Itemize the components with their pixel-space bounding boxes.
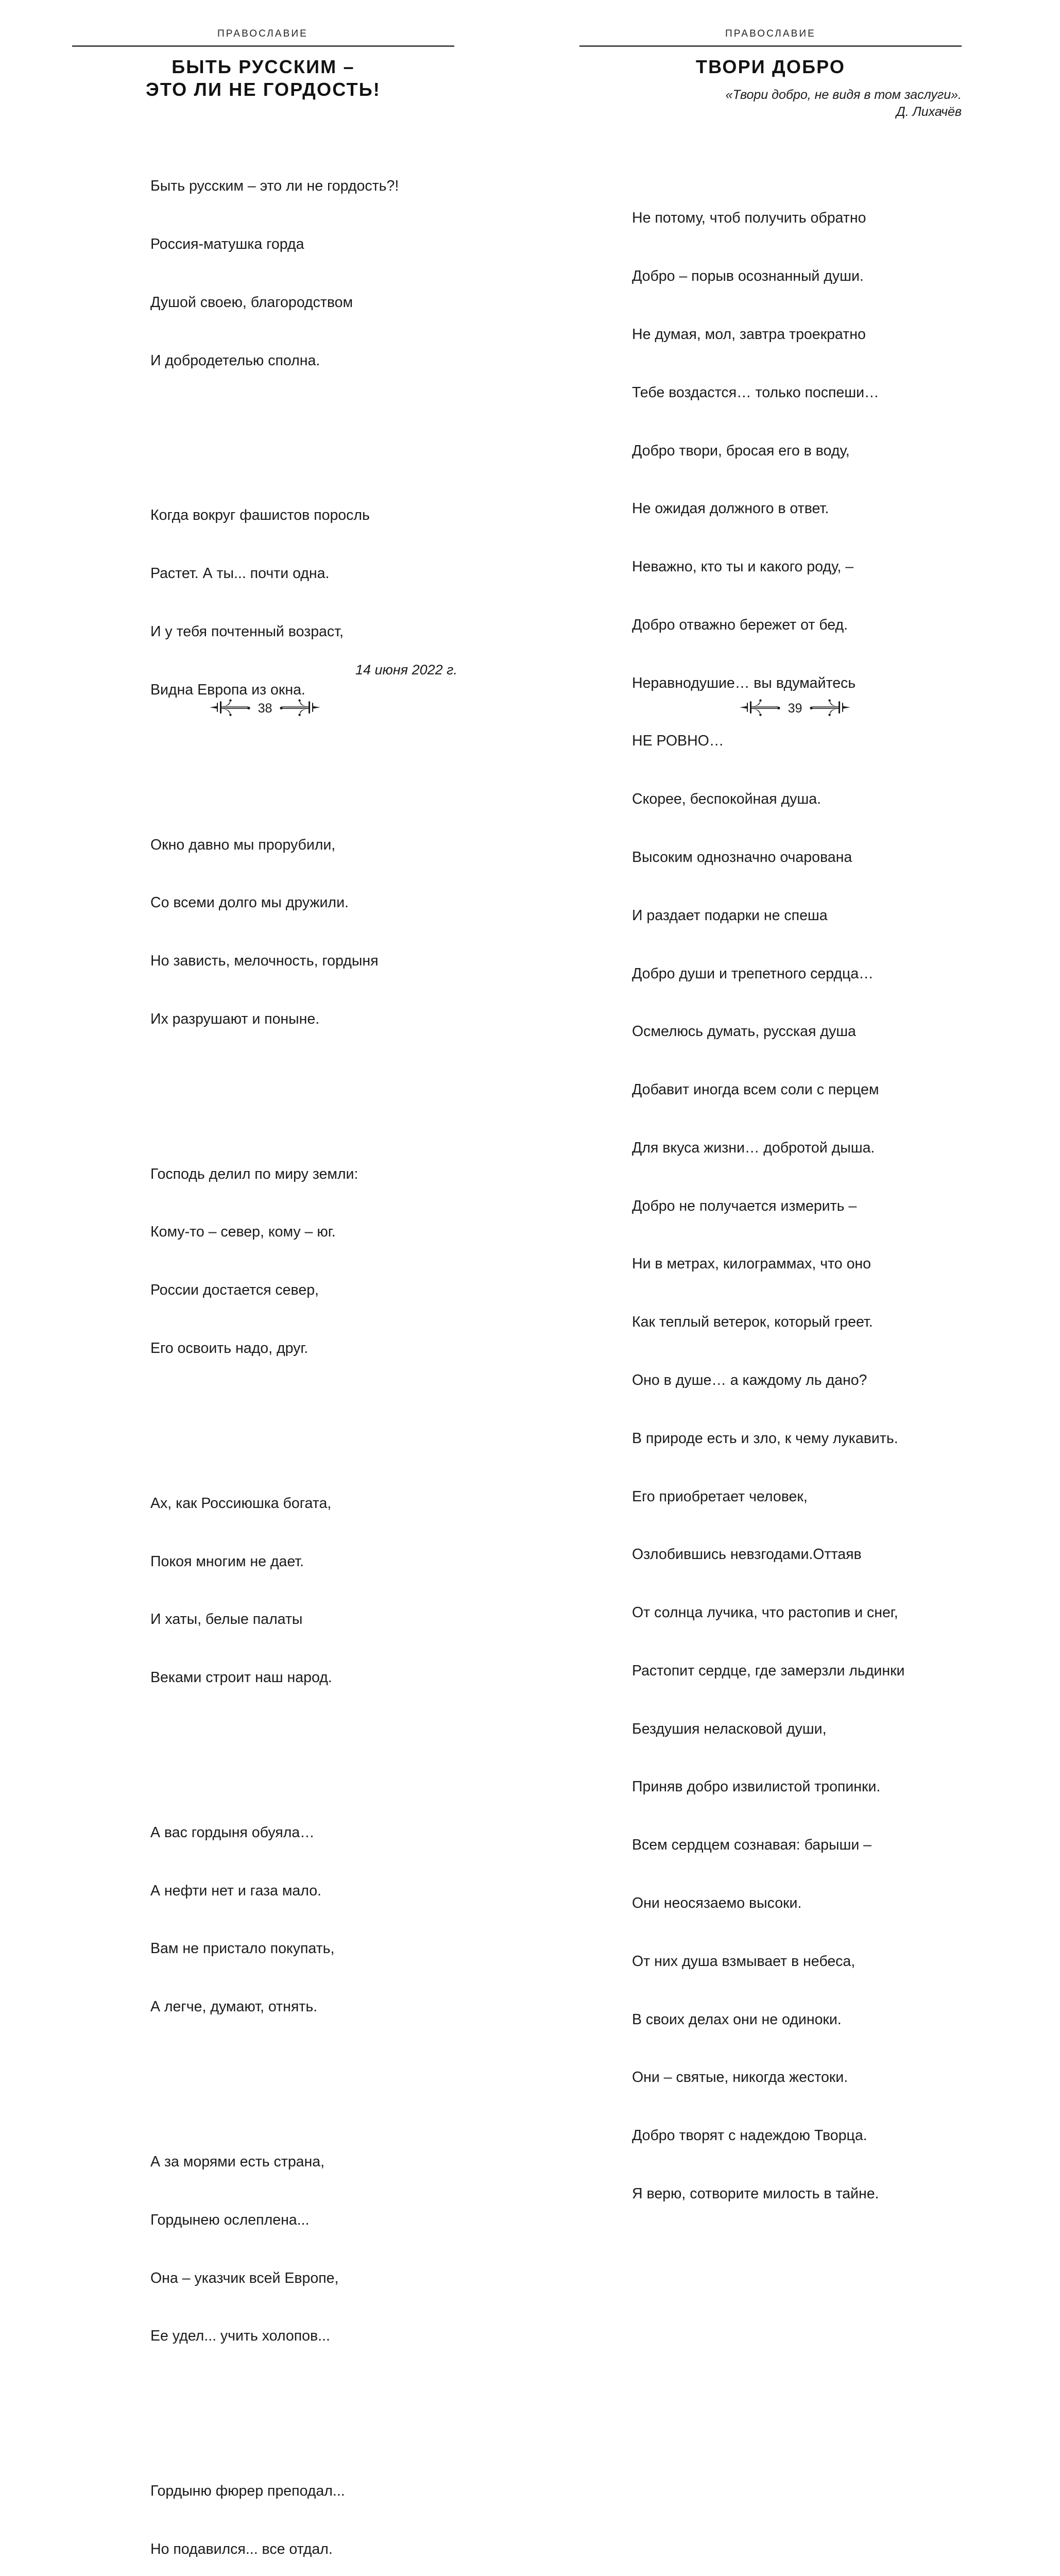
stanza	[150, 1785, 399, 2056]
poem-line: Добро души и трепетного сердца…	[632, 965, 874, 982]
poem-line: Скорее, беспокойная душа.	[632, 791, 822, 808]
poem-line: А нефти нет и газа мало.	[150, 1882, 321, 1899]
title-line: БЫТЬ РУССКИМ –	[172, 56, 355, 77]
page-number-right: 39	[788, 701, 802, 716]
epigraph	[579, 87, 962, 121]
poem-line: Бездушия неласковой души,	[632, 1720, 827, 1737]
poem-line: Добро твори, бросая его в воду,	[632, 442, 850, 459]
poem-line: Добро творят с надеждою Творца.	[632, 2127, 867, 2144]
page-title-right	[579, 56, 962, 78]
poem-line: Быть русским – это ли не гордость?!	[150, 178, 399, 195]
poem-line: В своих делах они не одиноки.	[632, 2011, 842, 2028]
title-line: ЭТО ЛИ НЕ ГОРДОСТЬ!	[146, 78, 381, 100]
poem-line: Высоким однозначно очарована	[632, 849, 852, 866]
poem-line: Ах, как Россиюшка богата,	[150, 1495, 332, 1512]
ornament-right-icon	[279, 697, 323, 720]
poem-line: Приняв добро извилистой тропинки.	[632, 1778, 881, 1795]
poem-line: И раздает подарки не спеша	[632, 907, 828, 924]
poem-line: Озлобившись невзгодами.Оттаяв	[632, 1546, 862, 1563]
poem-line: В природе есть и зло, к чему лукавить.	[632, 1430, 898, 1447]
poem-line: Кому-то – север, кому – юг.	[150, 1224, 336, 1241]
poem-line: Не потому, чтоб получить обратно	[632, 210, 866, 227]
poem-line: Окно давно мы прорубили,	[150, 836, 336, 853]
poem-line: А вас гордыня обуяла…	[150, 1824, 315, 1841]
epigraph-text: «Твори добро, не видя в том заслуги».	[725, 88, 962, 102]
header-rule-right	[579, 45, 962, 47]
poem-line: Оно в душе… а каждому ль дано?	[632, 1372, 867, 1388]
poem-line: А легче, думают, отнять.	[150, 1998, 318, 2015]
poem-line: Растопит сердце, где замерзли льдинки	[632, 1662, 905, 1679]
poem-line: Они – святые, никогда жестоки.	[632, 2069, 848, 2086]
poem-line: Не думая, мол, завтра троекратно	[632, 326, 866, 343]
poem-line: Добавит иногда всем соли с перцем	[632, 1081, 879, 1098]
poem-line: Добро не получается измерить –	[632, 1197, 857, 1214]
poem-line: Вам не пристало покупать,	[150, 1940, 335, 1957]
poem-line: Их разрушают и поныне.	[150, 1010, 320, 1027]
poem-line: Всем сердцем сознавая: барыши –	[632, 1837, 872, 1854]
poem-line: Видна Европа из окна.	[150, 681, 305, 698]
poem-line: Я верю, сотворите милость в тайне.	[632, 2185, 879, 2202]
stanza	[150, 2443, 399, 2576]
ornament-left-icon	[207, 697, 251, 720]
poem-line: Когда вокруг фашистов поросль	[150, 507, 370, 524]
poem-line: От них душа взмывает в небеса,	[632, 1953, 856, 1970]
running-head-left: ПРАВОСЛАВИЕ	[217, 28, 308, 39]
running-head-right: ПРАВОСЛАВИЕ	[725, 28, 816, 39]
poem-line: И хаты, белые палаты	[150, 1611, 303, 1628]
poem-line: Ни в метрах, килограммах, что оно	[632, 1256, 871, 1273]
poem-line: Душой своею, благородством	[150, 294, 353, 311]
poem-line: Ее удел... учить холопов...	[150, 2328, 330, 2345]
page-footer-left	[0, 697, 530, 720]
poem-line: НЕ РОВНО…	[632, 733, 724, 750]
poem-line: А за морями есть страна,	[150, 2153, 325, 2170]
page-title-left	[72, 56, 454, 101]
stanza	[150, 138, 399, 409]
poem-line: Господь делил по миру земли:	[150, 1165, 358, 1182]
poem-line: Веками строит наш народ.	[150, 1669, 332, 1686]
poem-line: Они неосязаемо высоки.	[632, 1895, 802, 1912]
poem-line: Тебе воздастся… только поспеши…	[632, 384, 879, 401]
stanza	[150, 1126, 399, 1397]
header-rule-left	[72, 45, 454, 47]
poem-line: Гордынею ослеплена...	[150, 2211, 310, 2228]
poem-line: Его приобретает человек,	[632, 1488, 808, 1505]
poem-body-left	[150, 99, 399, 2576]
poem-line: Добро – порыв осознанный души.	[632, 268, 864, 285]
poem-line: Неважно, кто ты и какого роду, –	[632, 558, 854, 575]
poem-line: Покоя многим не дает.	[150, 1553, 304, 1570]
page-number-left: 38	[258, 701, 272, 716]
right-page	[530, 0, 1060, 2202]
poem-line: И у тебя почтенный возраст,	[150, 623, 344, 640]
poem-line: Россия-матушка горда	[150, 236, 304, 253]
poem-line: Растет. А ты... почти одна.	[150, 565, 330, 582]
poem-line: Добро отважно бережет от бед.	[632, 616, 848, 633]
page-footer-right	[530, 697, 1060, 720]
poem-line: Его освоить надо, друг.	[150, 1340, 309, 1357]
poem-line: Со всеми долго мы дружили.	[150, 894, 349, 911]
poem-line: России достается север,	[150, 1282, 319, 1299]
poem-line: Неравнодушие… вы вдумайтесь	[632, 674, 856, 691]
poem-line: И добродетелью сполна.	[150, 352, 320, 369]
poem-line: Гордыню фюрер преподал...	[150, 2483, 345, 2500]
poem-line: Она – указчик всей Европе,	[150, 2269, 339, 2286]
poem-line: Осмелюсь думать, русская душа	[632, 1023, 856, 1040]
poem-line: Как теплый ветерок, который греет.	[632, 1314, 873, 1331]
stanza	[632, 170, 904, 2243]
ornament-left-icon	[737, 697, 781, 720]
poem-line: Но подавился... все отдал.	[150, 2540, 333, 2557]
stanza	[150, 2114, 399, 2385]
poem-date-left: 14 июня 2022 г.	[355, 662, 457, 677]
poem-line: Не ожидая должного в ответ.	[632, 500, 829, 517]
poem-line: Но зависть, мелочность, гордыня	[150, 953, 379, 970]
epigraph-author: Д. Лихачёв	[896, 105, 962, 119]
title-line: ТВОРИ ДОБРО	[695, 56, 846, 77]
left-page	[0, 0, 530, 2557]
stanza	[150, 796, 399, 1067]
poem-line: От солнца лучика, что растопив и снег,	[632, 1604, 898, 1621]
stanza	[150, 1455, 399, 1726]
poem-body-right	[632, 131, 904, 2281]
ornament-right-icon	[809, 697, 853, 720]
poem-line: Для вкуса жизни… добротой дыша.	[632, 1139, 875, 1156]
